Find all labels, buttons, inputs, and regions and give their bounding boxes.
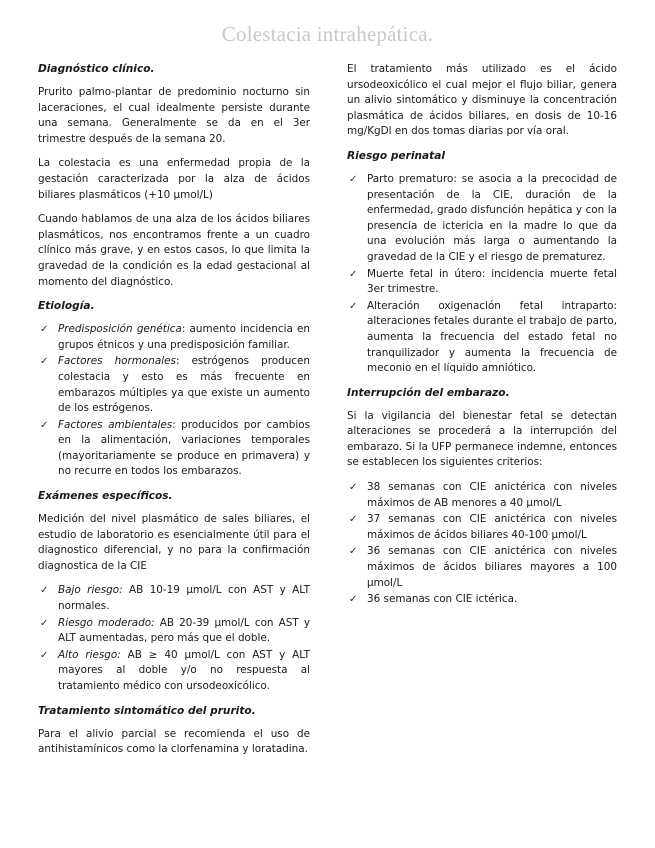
heading-diagnostico: Diagnóstico clínico. <box>38 63 155 75</box>
list-etiologia <box>38 322 310 480</box>
paragraph-diagnostico-1: Prurito palmo-plantar de predominio nocturno sin laceraciones, el cual idealmente persiste durante una semana. Generalmente se da en el 3er trimestre después de la semana 20. <box>38 86 310 145</box>
check-icon: ✓ <box>349 268 358 280</box>
page-title: Colestacia intrahepática. <box>221 22 434 46</box>
list-criterios <box>347 480 617 608</box>
list-item: ✓ Bajo riesgo: AB 10-19 µmol/L con AST y ALT normales. <box>40 584 310 613</box>
paragraph-examenes: Medición del nivel plasmático de sales biliares, el estudio de laboratorio es esencialmente útil para el diagnostico diferencial, y no para la confirmación diagnostica de la CIE <box>38 513 310 572</box>
paragraph-diagnostico-2: La colestacia es una enfermedad propia de la gestación caracterizada por la alza de ácidos biliares plasmáticos (+10 µmol/L) <box>38 157 310 201</box>
heading-riesgo-perinatal: Riesgo perinatal <box>347 149 445 162</box>
paragraph-diagnostico-3: Cuando hablamos de una alza de los ácidos biliares plasmáticos, nos encontramos frente a un cuadro clínico más grave, y en estos casos, lo que limita la gravedad de la condición es la edad gestacional al momento del diagnóstico. <box>38 213 310 288</box>
left-column <box>38 62 310 767</box>
list-item: ✓ 36 semanas con CIE anictérica con niveles máximos de ácidos biliares mayores a 100 µmol/L <box>349 545 617 589</box>
list-item: ✓ Parto prematuro: se asocia a la precocidad de presentación de la CIE, duración de la enfermedad, grado disfunción hepática y con la presencia de ictericia en la madre lo que da una evolución más larga o aumentando la gravedad de la CIE y el riesgo de prematurez. <box>349 172 617 263</box>
check-icon: ✓ <box>40 649 49 661</box>
list-item: ✓ Alto riesgo: AB ≥ 40 µmol/L con AST y ALT mayores al doble y/o no respuesta al tratamiento médico con ursodeoxicólico. <box>40 648 310 692</box>
check-icon: ✓ <box>349 300 358 312</box>
heading-etiologia: Etiología. <box>38 300 95 313</box>
right-column <box>347 62 617 617</box>
list-item: ✓ Factores hormonales: estrógenos producen colestacia y esto es más frecuente en embarazos múltiples ya que existe un aumento de los estrógenos. <box>40 355 310 415</box>
check-icon: ✓ <box>349 546 358 558</box>
check-icon: ✓ <box>40 617 49 629</box>
check-icon: ✓ <box>40 419 49 431</box>
heading-tratamiento: Tratamiento sintomático del prurito. <box>38 704 256 717</box>
check-icon: ✓ <box>349 514 358 526</box>
check-icon: ✓ <box>40 585 49 597</box>
list-examenes <box>38 583 310 694</box>
list-item: ✓ Predisposición genética: aumento incidencia en grupos étnicos y una predisposición familiar. <box>40 323 310 351</box>
heading-interrupcion: Interrupción del embarazo. <box>347 386 510 399</box>
paragraph-interrupcion: Si la vigilancia del bienestar fetal se detectan alteraciones se procederá a la interrupción del embarazo. Si la UFP permanece indemne, entonces se establecen los siguientes criterios: <box>347 409 617 469</box>
heading-examenes: Exámenes específicos. <box>38 490 173 503</box>
check-icon: ✓ <box>349 482 358 494</box>
list-item: ✓ Muerte fetal in útero: incidencia muerte fetal 3er trimestre. <box>349 267 617 296</box>
check-icon: ✓ <box>349 173 358 185</box>
paragraph-tratamiento-1: Para el alivio parcial se recomienda el uso de antihistamínicos como la clorfenamina y loratadina. <box>38 727 310 756</box>
list-item: ✓ Factores ambientales: producidos por cambios en la alimentación, variaciones temporales (mayoritariamente se produce en primavera) y no recurre en todos los embarazos. <box>40 418 310 478</box>
list-item: ✓ 36 semanas con CIE ictérica. <box>347 592 617 608</box>
list-item: ✓ Riesgo moderado: AB 20-39 µmol/L con AST y ALT aumentadas, pero más que el doble. <box>40 616 310 645</box>
list-item: ✓ 38 semanas con CIE anictérica con niveles máximos de AB menores a 40 µmol/L <box>349 481 617 509</box>
check-icon: ✓ <box>349 594 358 606</box>
check-icon: ✓ <box>40 324 49 336</box>
paragraph-tratamiento-2: El tratamiento más utilizado es el ácido ursodeoxicólico el cual mejor el flujo biliar, genera un alivio sintomático y disminuye la concentración plasmática de ácidos biliares, en dosis de 10-16 mg/KgDl en dos tomas diarias por vía oral. <box>347 63 617 138</box>
list-item: ✓ Alteración oxigenación fetal intraparto: alteraciones fetales durante el trabajo de parto, aumenta la frecuencia del estado fetal no tranquilizador y aumenta la frecuencia de meconio en el líquido amniótico. <box>349 299 617 375</box>
check-icon: ✓ <box>40 356 49 368</box>
list-item: ✓ 37 semanas con CIE anictérica con niveles máximos de ácidos biliares 40-100 µmol/L <box>349 513 617 541</box>
list-riesgo-perinatal <box>347 172 617 377</box>
